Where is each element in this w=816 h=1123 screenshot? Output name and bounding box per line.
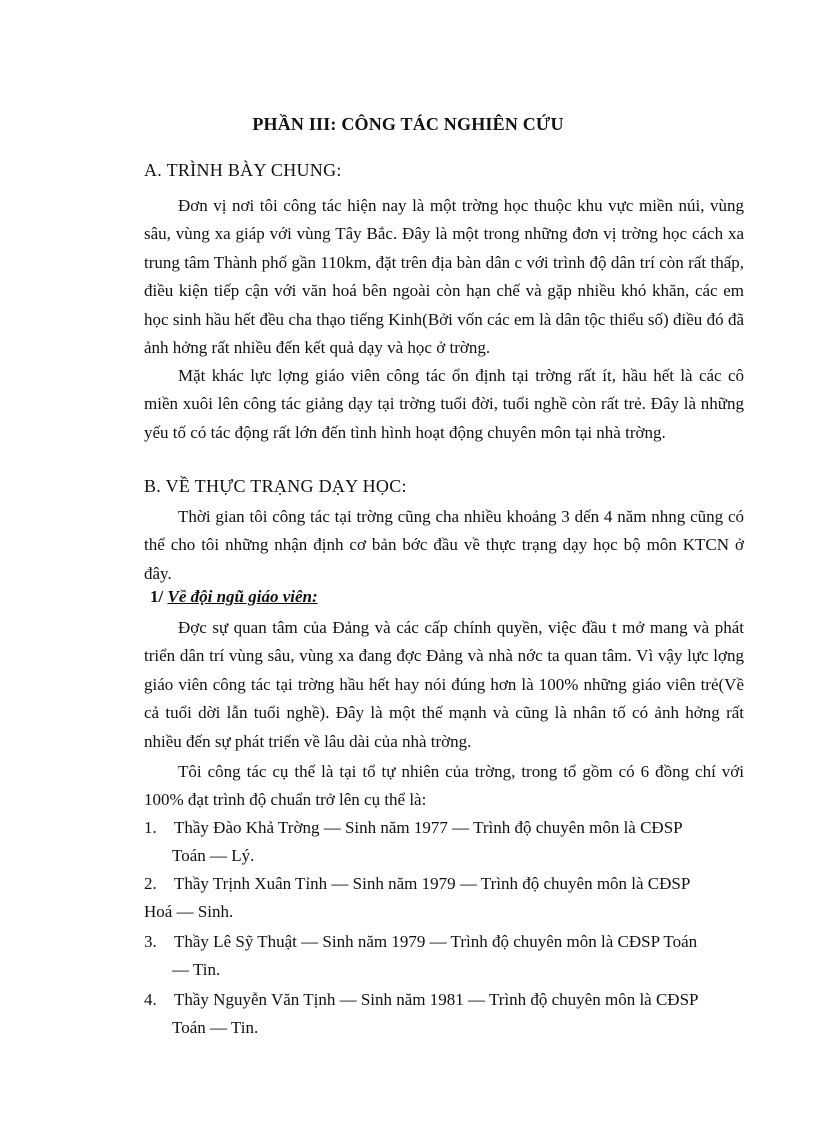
list-item-number: 3. [144,932,157,951]
list-item-text: Thầy Nguyễn Văn Tịnh — Sinh năm 1981 — Trình độ chuyên môn là CĐSP [174,990,699,1009]
list-item [144,986,744,1043]
list-item-continuation: — Tin. [172,960,221,980]
list-item-text: Thầy Trịnh Xuân Tỉnh — Sinh năm 1979 — Trình độ chuyên môn là CĐSP [174,874,691,893]
list-item-continuation: Hoá — Sinh. [144,902,234,922]
list-item-number: 1. [144,818,157,837]
list-item [144,928,744,985]
list-item-continuation: Toán — Tin. [172,1018,259,1038]
subsection-1-paragraph-1: Đợc sự quan tâm của Đảng và các cấp chính quyền, việc đầu t mở mang và phát triển dân trí vùng sâu, vùng xa đang đợc Đảng và nhà nớc ta quan tâm. Vì vậy lực lợng giáo viên công tác tại trờng hầu hết hay nói đúng hơn là 100% những giáo viên trẻ(Về cả tuổi dời lẫn tuổi nghề). Đây là một thế mạnh và cũng là nhân tố có ảnh hởng rất nhiều đến sự phát triển về lâu dài của nhà trờng. [144,618,744,751]
list-item-number: 2. [144,874,157,893]
section-b-heading: B. VỀ THỰC TRẠNG DẠY HỌC: [144,476,407,496]
subsection-1-paragraph-2: Tôi công tác cụ thể là tại tổ tự nhiên của trờng, trong tổ gồm có 6 đồng chí với 100% đạt trình độ chuẩn trở lên cụ thể là: [144,762,744,810]
subsection-1-number: 1/ [150,587,164,606]
subsection-1-heading [150,587,318,607]
section-a-heading: A. TRÌNH BÀY CHUNG: [144,160,342,180]
list-item-line [144,932,697,951]
section-a-paragraph-1: Đơn vị nơi tôi công tác hiện nay là một trờng học thuộc khu vực miền núi, vùng sâu, vùng xa giáp với vùng Tây Bắc. Đây là một trong những đơn vị trờng học cách xa trung tâm Thành phố gần 110km, đặt trên địa bàn dân c với trình độ dân trí còn rất thấp, điều kiện tiếp cận với văn hoá bên ngoài còn hạn chế và gặp nhiều khó khăn, các em học sinh hầu hết đều cha thạo tiếng Kinh(Bởi vốn các em là dân tộc thiểu số) điều đó đã ảnh hởng rất nhiều đến kết quả dạy và học ở trờng. [144,196,744,358]
section-b-paragraph: Thời gian tôi công tác tại trờng cũng cha nhiều khoảng 3 dến 4 năm nhng cũng có thể cho tôi những nhận định cơ bản bớc đầu về thực trạng dạy học bộ môn KTCN ở đây. [144,507,744,583]
list-item-line [144,874,690,893]
list-item-number: 4. [144,990,157,1009]
list-item-line [144,990,699,1009]
list-item-line [144,818,683,837]
list-item [144,870,744,927]
list-item-text: Thầy Lê Sỹ Thuật — Sinh năm 1979 — Trình độ chuyên môn là CĐSP Toán [174,932,698,951]
list-item [144,814,744,871]
section-a-paragraph-2: Mặt khác lực lợng giáo viên công tác ổn định tại trờng rất ít, hầu hết là các cô miền xuôi lên công tác giảng dạy tại trờng tuổi đời, tuổi nghề còn rất trẻ. Đây là những yếu tố có tác động rất lớn đến tình hình hoạt động chuyên môn tại nhà trờng. [144,366,744,442]
list-item-continuation: Toán — Lý. [172,846,255,866]
list-item-text: Thầy Đào Khả Trờng — Sinh năm 1977 — Trình độ chuyên môn là CĐSP [174,818,683,837]
subsection-1-label: Về đội ngũ giáo viên: [167,587,318,606]
page-title: PHẦN III: CÔNG TÁC NGHIÊN CỨU [252,114,564,134]
